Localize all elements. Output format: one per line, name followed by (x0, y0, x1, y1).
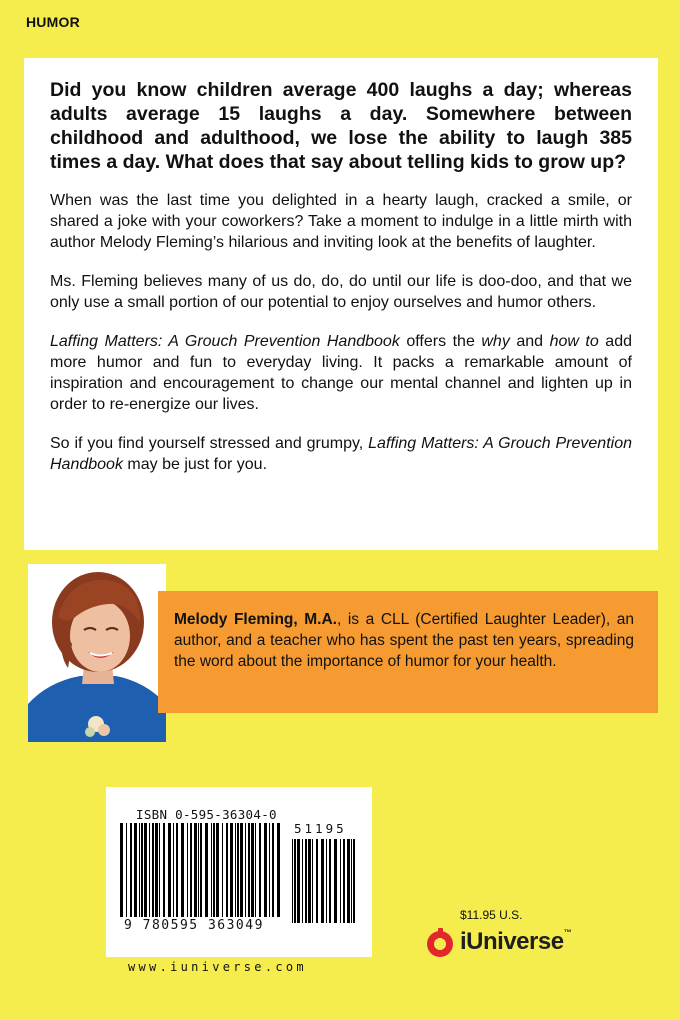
barcode-bar (120, 823, 123, 917)
barcode-bar (294, 839, 296, 923)
barcode-bar (190, 823, 192, 917)
barcode-bar (181, 823, 184, 917)
emphasis-how-to: how to (549, 333, 599, 350)
barcode-bar (230, 823, 233, 917)
barcode-bar (240, 823, 243, 917)
barcode-bar (269, 823, 270, 917)
barcode-bar (255, 823, 256, 917)
barcode-bar (211, 823, 212, 917)
barcode-bar (155, 823, 158, 917)
barcode-bar (141, 823, 143, 917)
barcode-bar (152, 823, 154, 917)
barcode-bar (205, 823, 208, 917)
barcode-bar (163, 823, 165, 917)
barcode-bar (139, 823, 140, 917)
barcode-bar (130, 823, 132, 917)
text-span: So if you find yourself stressed and grumpy, (50, 435, 369, 452)
barcode-bar (334, 839, 337, 923)
barcode-bar (222, 823, 223, 917)
barcode-bar (200, 823, 202, 917)
barcode-panel (106, 787, 372, 957)
category-label: HUMOR (26, 14, 80, 30)
barcode-bar (326, 839, 327, 923)
barcode-bar (134, 823, 137, 917)
barcode-bar (297, 839, 300, 923)
barcode-bar (235, 823, 236, 917)
book-title: Laffing Matters: A Grouch Prevention Handbook (50, 333, 400, 350)
blurb-paragraph-3 (50, 331, 632, 415)
barcode-bar (292, 839, 293, 923)
barcode-bar (347, 839, 350, 923)
barcode-bar (248, 823, 250, 917)
barcode-bar (351, 839, 352, 923)
author-bio-text: , is a CLL (Certified Laughter Leader), an author, and a teacher who has spent the past ten years, spreading the word about the importance of humor for your health. (174, 611, 634, 670)
price-code: 51195 (294, 821, 347, 836)
barcode-bar (302, 839, 303, 923)
barcode-bar (316, 839, 318, 923)
barcode-bar (312, 839, 313, 923)
text-span: add more humor and fun to everyday living. It packs a remarkable amount of inspiration and encouragement to change our mental channel and lighten up in order to re-energize our lives. (50, 333, 632, 413)
author-photo (28, 564, 166, 742)
barcode-bar (343, 839, 345, 923)
barcode-bar (126, 823, 127, 917)
barcode-bar (194, 823, 197, 917)
barcode-bar (245, 823, 246, 917)
blurb-paragraph-4 (50, 433, 632, 475)
text-span: and (509, 333, 550, 350)
barcode-bar (237, 823, 239, 917)
barcode-bar (259, 823, 261, 917)
barcode-bar (213, 823, 215, 917)
barcode-bar (272, 823, 274, 917)
emphasis-why: why (481, 333, 510, 350)
barcode-bar (308, 839, 311, 923)
text-span: may be just for you. (122, 456, 268, 473)
trademark: ™ (563, 928, 572, 937)
barcode-bar (159, 823, 160, 917)
publisher-name-text: iUniverse (460, 928, 564, 955)
barcode-bar (321, 839, 324, 923)
barcode-bar (173, 823, 174, 917)
barcode-bar (198, 823, 199, 917)
barcode-bar (329, 839, 331, 923)
author-bio (158, 591, 658, 713)
barcode-bar (226, 823, 228, 917)
book-title: Laffing Matters: A Grouch Prevention Handbook (50, 435, 632, 473)
barcode-bar (144, 823, 147, 917)
publisher-logo (424, 924, 571, 960)
blurb-paragraph-2: Ms. Fleming believes many of us do, do, do until our life is doo-doo, and that we only use a small portion of our potential to enjoy ourselves and humor others. (50, 273, 632, 311)
barcode-bar (251, 823, 254, 917)
author-name: Melody Fleming, M.A. (174, 611, 337, 628)
lead-paragraph: Did you know children average 400 laughs a day; whereas adults average 15 laughs a day. Somewhere between childhood and adulthood, we lose the ability to laugh 385 times a day. What does that say about telling kids to grow up? (50, 79, 632, 173)
barcode-bar (187, 823, 188, 917)
blurb-paragraph-1: When was the last time you delighted in a hearty laugh, cracked a smile, or shared a joke with your coworkers? Take a moment to indulge in a little mirth with author Melody Fleming’s hilarious and inviting look at the benefits of laughter. (50, 192, 632, 251)
isbn-number: ISBN 0-595-36304-0 (136, 807, 277, 822)
barcode-bar (340, 839, 341, 923)
barcode-bar (277, 823, 280, 917)
iuniverse-logo-icon (424, 926, 456, 958)
text-span: offers the (399, 333, 482, 350)
ean-number: 9 780595 363049 (124, 918, 264, 933)
barcode-bar (353, 839, 355, 923)
barcode-bar (176, 823, 178, 917)
price: $11.95 U.S. (460, 908, 523, 922)
barcode-bar (216, 823, 219, 917)
barcode-bar (168, 823, 171, 917)
barcode-bar (149, 823, 150, 917)
barcode-bar (305, 839, 307, 923)
website-url: www.iuniverse.com (128, 960, 307, 974)
barcode-bar (264, 823, 267, 917)
blurb-panel (24, 58, 658, 550)
publisher-name (460, 928, 571, 956)
author-portrait-illustration (28, 564, 166, 742)
